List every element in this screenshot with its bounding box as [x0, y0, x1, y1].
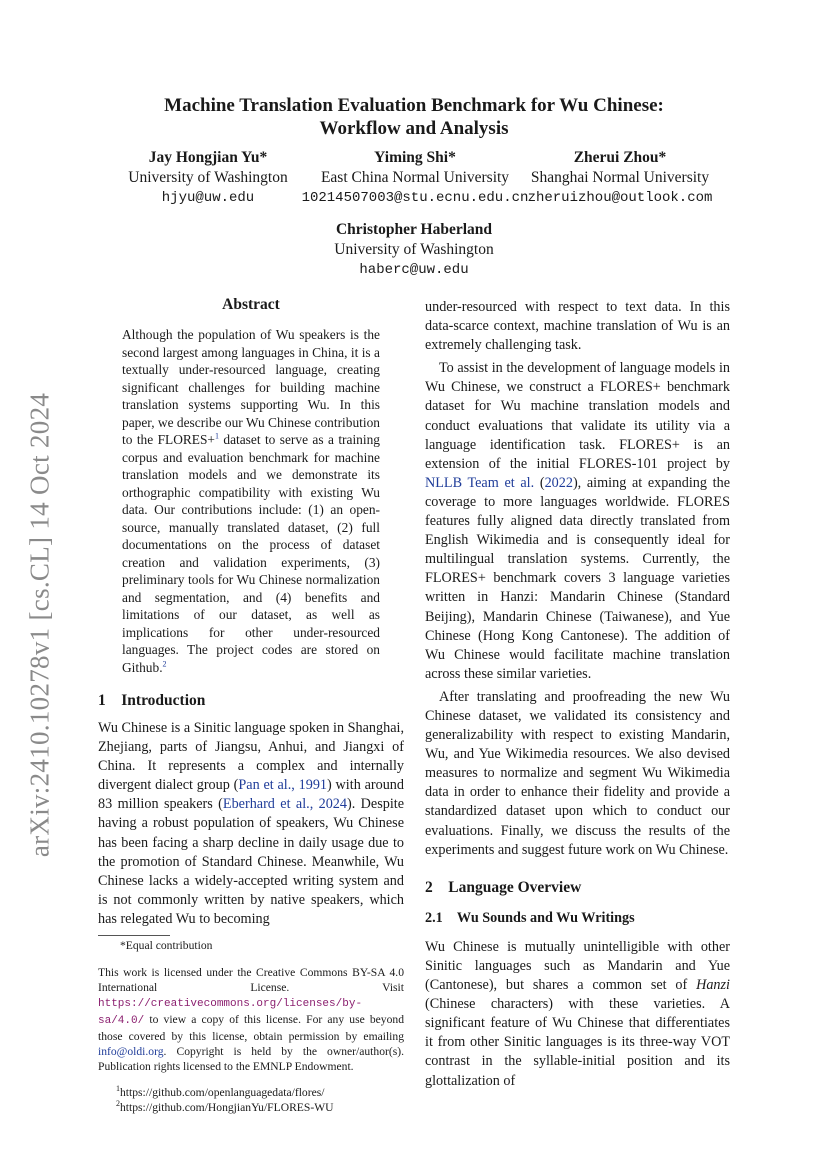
paragraph-text: Wu Chinese is mutually unintelligible with other Sinitic languages such as Mandarin and Yue (Cantonese), but shares a common set of [425, 938, 730, 994]
author-email[interactable]: hjyu@uw.edu [161, 190, 255, 206]
author-affiliation: Shanghai Normal University [530, 169, 710, 186]
footnote-divider [98, 935, 170, 936]
author-name: Christopher Haberland [335, 221, 493, 238]
intro-text: ). Despite having a robust population of speakers, Wu Chinese has been facing a sharp decline in daily usage due to the promotion of Standard Chinese. Meanwhile, Wu Chinese lacks a widely-accepted writing system and is not commonly written by native speakers, which has relegated Wu to becoming [98, 796, 404, 927]
paragraph-text: ), aiming at expanding the coverage to more languages worldwide. FLORES features fully aligned data directly translated from English Wikimedia and is consequently ideal for multilingual translation systems. Currently, the FLORES+ benchmark covers 3 language varieties written in Hanzi: Mandarin Chinese (Standard Beijing), Mandarin Chinese (Taiwanese), and Yue Chinese (Hong Kong Cantonese). The addition of Wu Chinese would facilitate machine translation across these similar varieties. [425, 474, 730, 682]
author-email[interactable]: haberc@uw.edu [359, 262, 469, 278]
section-title: Language Overview [448, 878, 582, 896]
subsection-heading-wu-sounds [425, 909, 730, 928]
section-heading-language-overview [425, 878, 730, 897]
footnote-number: 1 [116, 1084, 120, 1094]
citation-link[interactable]: Pan et al., 1991 [238, 777, 328, 794]
hanzi-term: Hanzi [696, 977, 730, 994]
author-affiliation: East China Normal University [320, 169, 510, 186]
footnote-marker-1[interactable]: 1 [214, 431, 219, 441]
license-notice [98, 965, 404, 1074]
author-name: Zherui Zhou* [573, 149, 667, 166]
intro-text: Wu Chinese is a Sinitic language spoken in Shanghai, Zhejiang, parts of Jiangsu, Anhui, and Jiangxi of China. It represents a complex and internally divergent dialect group ( [98, 720, 404, 794]
paragraph-text: ( [534, 474, 545, 491]
arxiv-id-text: arXiv:2410.10278v1 [cs.CL] 14 Oct 2024 [24, 392, 55, 858]
author-name: Yiming Shi* [374, 149, 456, 166]
subsection-title: Wu Sounds and Wu Writings [456, 909, 635, 926]
footnote-number: 2 [116, 1099, 120, 1109]
author-block-4 [314, 220, 514, 280]
license-text: This work is licensed under the Creative Commons BY-SA 4.0 International License. Visit [98, 966, 404, 995]
section-number: 2 [425, 878, 433, 896]
author-block-3 [520, 148, 720, 208]
subsection-number: 2.1 [425, 909, 443, 926]
abstract-text: Although the population of Wu speakers is the second largest among languages in China, it is a textually under-resourced language, creating significant challenges for building machine translation systems supporting Wu. In this paper, we describe our Wu Chinese contribution to the FLORES+ [122, 327, 380, 447]
right-column [425, 298, 730, 1091]
license-text: to view a copy of this license. For any use beyond those covered by this license, obtain permission by emailing [98, 1013, 404, 1044]
author-name: Jay Hongjian Yu* [148, 149, 268, 166]
footnote-url[interactable]: https://github.com/openlanguagedata/flores/ [120, 1086, 325, 1100]
paragraph-validation: After translating and proofreading the new Wu Chinese dataset, we validated its consistency and generalizability with respect to existing Mandarin, Wu, and Yue Wikimedia resources. We also devised measures to normalize and segment Wu Wikimedia data in order to enhance their fidelity and provide a standardized dataset upon which to conduct our evaluations. Finally, we discuss the results of the experiments and suggest future work on Wu Chinese. [425, 688, 730, 858]
author-block-2 [300, 148, 530, 208]
citation-link[interactable]: NLLB Team et al. [425, 474, 535, 491]
intro-paragraph [98, 719, 404, 929]
abstract-heading: Abstract [222, 296, 280, 313]
abstract-body [122, 326, 380, 676]
license-url-link[interactable]: https://creativecommons.org/licenses/by-sa/4.0/ [98, 998, 363, 1028]
paragraph-wu-sounds [425, 938, 730, 1091]
section-title: Introduction [121, 692, 206, 709]
author-affiliation: University of Washington [128, 169, 288, 186]
paragraph-text: (Chinese characters) with these varieties. A significant feature of Wu Chinese that differentiates it from other Sinitic languages is its three-way VOT contrast in the syllable-initial position and its glottalization of [425, 996, 730, 1089]
abstract-text: dataset to serve as a training corpus and evaluation benchmark for machine translation models and we demonstrate its orthographic compatibility with existing Wu data. Our contributions include: (1) an open-source, manually translated dataset, (2) full documentations on the process of dataset creation and validation experiments, (3) preliminary tools for Wu Chinese normalization and segmentation, and (4) benefits and limitations of our dataset, as well as implications for other under-resourced languages. The project codes are stored on Github. [122, 432, 380, 675]
paper-title-line-2: Workflow and Analysis [319, 118, 509, 139]
license-text: . Copyright is held by the owner/author(s). Publication rights licensed to the EMNLP Endowment. [98, 1045, 404, 1074]
license-email-link[interactable]: info@oldi.org [98, 1045, 164, 1059]
footnote-equal-contribution: *Equal contribution [120, 939, 213, 953]
intro-text: ) with around 83 million speakers ( [98, 777, 404, 813]
footnote-url[interactable]: https://github.com/HongjianYu/FLORES-WU [120, 1101, 334, 1115]
footnote-1 [98, 1085, 404, 1100]
arxiv-identifier-stamp [20, 370, 60, 880]
section-heading-introduction [98, 692, 404, 710]
author-email[interactable]: 10214507003@stu.ecnu.edu.cn [301, 190, 529, 206]
left-column [98, 296, 404, 1115]
footnote-2 [98, 1100, 404, 1115]
author-affiliation: University of Washington [334, 241, 494, 258]
author-block-1 [108, 148, 308, 208]
paper-title-line-1: Machine Translation Evaluation Benchmark for Wu Chinese: [164, 95, 664, 116]
section-number: 1 [98, 692, 106, 709]
citation-year-link[interactable]: 2022 [544, 474, 573, 491]
paragraph-flores [425, 359, 730, 684]
paragraph-continuation: under-resourced with respect to text data. In this data-scarce context, machine translation of Wu is an extremely challenging task. [425, 299, 730, 354]
citation-link[interactable]: Eberhard et al., 2024 [222, 796, 347, 813]
paragraph-text: To assist in the development of language models in Wu Chinese, we construct a FLORES+ benchmark dataset for Wu machine translation models and conduct evaluations that validate its utility via a language identification task. FLORES+ is an extension of the initial FLORES-101 project by [425, 360, 730, 472]
author-email[interactable]: zheruizhou@outlook.com [527, 190, 713, 206]
footnote-marker-2[interactable]: 2 [162, 659, 167, 669]
